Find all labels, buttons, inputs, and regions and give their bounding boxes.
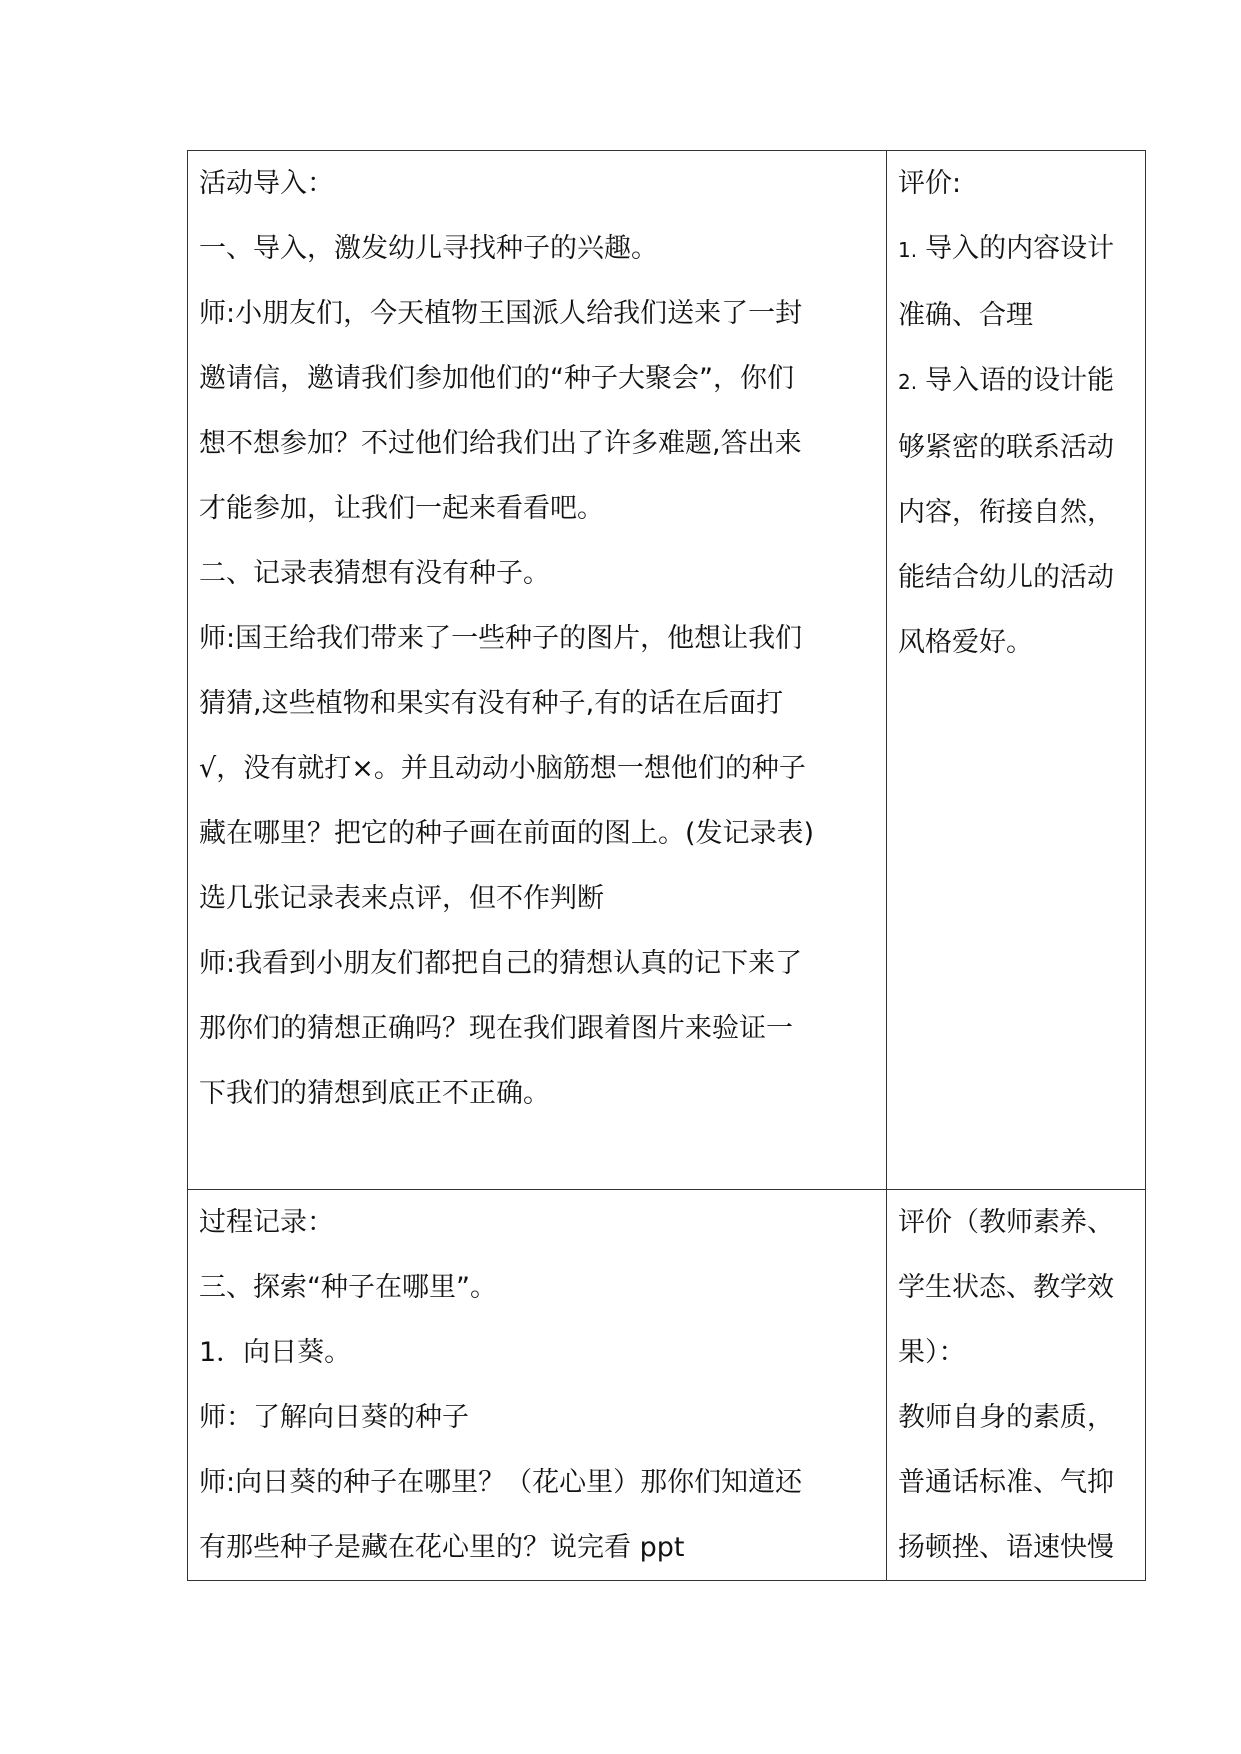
text-line: 学生状态、教学效 — [898, 1272, 1114, 1303]
evaluation-title: 评价: — [898, 168, 962, 199]
evaluation-cell — [887, 1190, 1146, 1581]
text-line: 一、导入，激发幼儿寻找种子的兴趣。 — [199, 233, 658, 264]
text-line: 猜猜,这些植物和果实有没有种子,有的话在后面打 — [199, 688, 784, 719]
text-line: 风格爱好。 — [898, 627, 1033, 658]
section-heading: 活动导入： — [199, 168, 334, 199]
evaluation-title: 评价（教师素养、 — [898, 1207, 1114, 1238]
text-line: 1．向日葵。 — [199, 1337, 352, 1368]
evaluation-item — [898, 348, 1135, 415]
item-text: 导入语的设计能 — [925, 365, 1115, 396]
text-line: 三、探索“种子在哪里”。 — [199, 1272, 497, 1303]
text-line: 内容，衔接自然， — [898, 497, 1114, 528]
text-line: 教师自身的素质， — [898, 1402, 1114, 1433]
text-line: 有那些种子是藏在花心里的？说完看 ppt — [199, 1532, 685, 1563]
text-line: 藏在哪里？把它的种子画在前面的图上。(发记录表) — [199, 818, 815, 849]
text-line: 师:小朋友们，今天植物王国派人给我们送来了一封 — [199, 298, 803, 329]
evaluation-item — [898, 216, 1135, 283]
text-line: 扬顿挫、语速快慢 — [898, 1532, 1114, 1563]
item-number: 1. — [898, 238, 918, 262]
text-line: 选几张记录表来点评，但不作判断 — [199, 883, 604, 914]
text-line: 才能参加，让我们一起来看看吧。 — [199, 493, 604, 524]
text-line: 普通话标准、气抑 — [898, 1467, 1114, 1498]
text-line: 师:我看到小朋友们都把自己的猜想认真的记下来了 — [199, 948, 803, 979]
text-line: 想不想参加？不过他们给我们出了许多难题,答出来 — [199, 428, 802, 459]
text-line: 师:向日葵的种子在哪里？（花心里）那你们知道还 — [199, 1467, 803, 1498]
table-row — [188, 151, 1146, 1190]
text-line: 那你们的猜想正确吗？现在我们跟着图片来验证一 — [199, 1013, 793, 1044]
text-line: 二、记录表猜想有没有种子。 — [199, 558, 550, 589]
item-number: 2. — [898, 370, 918, 394]
text-line: 师:国王给我们带来了一些种子的图片，他想让我们 — [199, 623, 803, 654]
text-line: 准确、合理 — [898, 300, 1033, 331]
text-line: 邀请信，邀请我们参加他们的“种子大聚会”，你们 — [199, 363, 794, 394]
lesson-plan-table — [187, 150, 1146, 1581]
text-line: 够紧密的联系活动 — [898, 432, 1114, 463]
text-line: 下我们的猜想到底正不正确。 — [199, 1078, 550, 1109]
text-line: 师：了解向日葵的种子 — [199, 1402, 469, 1433]
evaluation-cell — [887, 151, 1146, 1190]
section-heading: 过程记录： — [199, 1207, 334, 1238]
text-line: 能结合幼儿的活动 — [898, 562, 1114, 593]
item-text: 导入的内容设计 — [925, 233, 1115, 264]
process-record-cell — [188, 1190, 887, 1581]
table-row — [188, 1190, 1146, 1581]
text-line: √，没有就打×。并且动动小脑筋想一想他们的种子 — [199, 753, 806, 784]
activity-intro-cell — [188, 151, 887, 1190]
text-line: 果）： — [898, 1337, 966, 1368]
